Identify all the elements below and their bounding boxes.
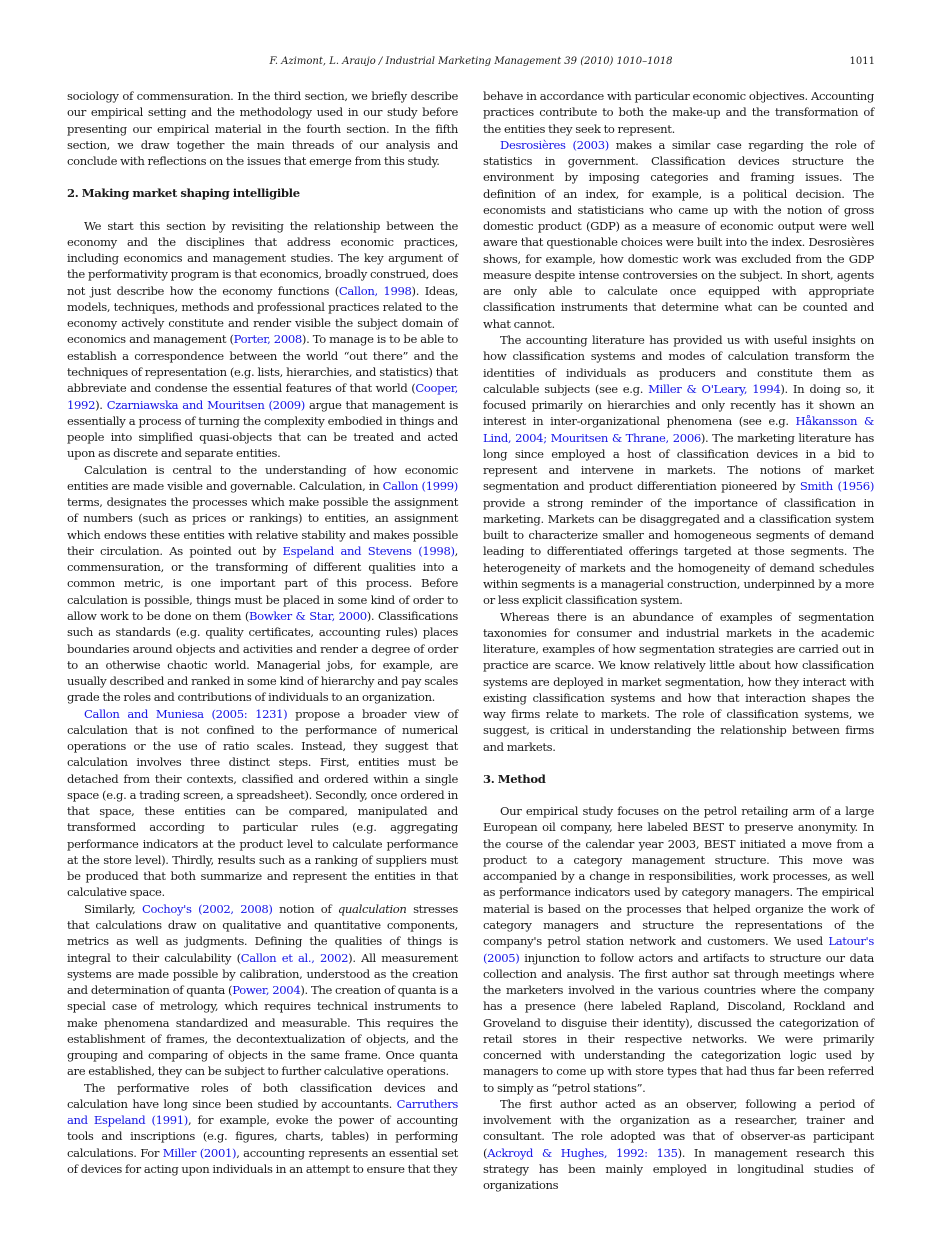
right-column	[483, 88, 874, 1194]
paragraph: The accounting literature has provided us with useful insights on how classification systems and modes of calculation transform the identities of individuals as producers and constitute them as calculable subjects (see e.g. Miller & O'Leary, 1994). In doing so, it focused primarily on hierarchies and only recently has it shown an interest in inter-organizational phenomena (see e.g. Håkansson & Lind, 2004; Mouritsen & Thrane, 2006). The marketing literature has long since employed a host of classification devices in a bid to represent and intervene in markets. The notions of market segmentation and product differentiation pioneered by Smith (1956) provide a strong reminder of the importance of classification in marketing. Markets can be disaggregated and a classification system built to characterize smaller and homogeneous segments of demand leading to differentiated offerings targeted at those segments. The heterogeneity of markets and the homogeneity of demand schedules within segments is a managerial construction, underpinned by a more or less explicit classification system.	[483, 332, 874, 608]
citation-link[interactable]: Callon et al., 2002	[240, 950, 349, 965]
citation-link[interactable]: Czarniawska and Mouritsen (2009)	[106, 397, 305, 412]
paragraph: sociology of commensuration. In the third section, we briefly describe our empirical setting and the methodology used in our study before presenting our empirical material in the fourth section. In the fifth section, we draw together the main threads of our analysis and conclude with reflections on the issues that emerge from this study.	[67, 89, 458, 169]
citation-link[interactable]: Cooper, 1992	[67, 381, 458, 412]
paragraph: Callon and Muniesa (2005: 1231) propose a broader view of calculation that is not confined to the performance of numerical operations or the use of ratio scales. Instead, they suggest that calculation involves three distinct steps. First, entities must be detached from their contexts, classified and ordered within a single space (e.g. a trading screen, a spreadsheet). Secondly, once ordered in that space, these entities can be compared, manipulated and transformed according to particular rules (e.g. aggregating performance indicators at the product level to calculate performance at the store level). Thirdly, results such as a ranking of suppliers must be produced that both summarize and represent the entities in that calculative space.	[67, 706, 458, 900]
paragraph: Similarly, Cochoy's (2002, 2008) notion of qualculation stresses that calculations draw on qualitative and quantitative components, metrics as well as judgments. Defining the qualities of things is integral to their calculability (Callon et al., 2002). All measurement systems are made possible by calibration, understood as the creation and determination of quanta (Power, 2004). The creation of quanta is a special case of metrology, which requires technical instruments to make phenomena standardized and measurable. This requires the establishment of frames, the decontextualization of objects, and the grouping and comparing of objects in the same frame. Once quanta are established, they can be subject to further calculative operations.	[67, 901, 458, 1079]
citation-link[interactable]: Carruthers and Espeland (1991)	[67, 1096, 458, 1128]
paragraph: behave in accordance with particular economic objectives. Accounting practices contribute to both the make-up and the transformation of the entities they seek to represent.	[483, 89, 874, 136]
citation-link[interactable]: Ackroyd & Hughes, 1992: 135	[487, 1145, 678, 1160]
paragraph: The first author acted as an observer, following a period of involvement with the organization as a researcher, trainer and consultant. The role adopted was that of observer-as participant (Ackroyd & Hughes, 1992: 135). In management research this strategy has been mainly employed in longitudinal studies of organizations	[483, 1096, 874, 1193]
citation-link[interactable]: Porter, 2008	[233, 332, 302, 347]
paragraph: Desrosières (2003) makes a similar case regarding the role of statistics in government. Classification devices structure the environment by imposing categories and framing issues. The definition of an index, for example, is a political decision. The economists and statisticians who came up with the notion of gross domestic product (GDP) as a measure of economic output were well aware that questionable choices were built into the index. Desrosières shows, for example, how domestic work was excluded from the GDP measure despite intense controversies on the subject. In short, agents are only able to calculate once equipped with appropriate classification instruments that determine what can be counted and what cannot.	[483, 137, 875, 331]
paragraph: Whereas there is an abundance of examples of segmentation taxonomies for consumer and industrial markets in the academic literature, examples of how segmentation strategies are carried out in practice are scarce. We know relatively little about how classification systems are deployed in market segmentation, how they interact with existing classification systems and how that interaction shapes the way firms relate to markets. The role of classification systems, we suggest, is critical in understanding the relationship between firms and markets.	[483, 609, 874, 754]
running-title: F. Azimont, L. Araujo / Industrial Marketing Management 39 (2010) 1010–1018	[269, 56, 673, 67]
paragraph: Calculation is central to the understanding of how economic entities are made visible and governable. Calculation, in Callon (1999) terms, designates the processes which make possible the assignment of numbers (such as prices or rankings) to entities, an assignment which endows these entities with relative stability and makes possible their circulation. As pointed out by Espeland and Stevens (1998), commensuration, or the transforming of different qualities into a common metric, is one important part of this process. Before calculation is possible, things must be placed in some kind of order to allow work to be done on them (Bowker & Star, 2000). Classifications such as standards (e.g. quality certificates, accounting rules) places boundaries around objects and activities and render a degree of order to an otherwise chaotic world. Managerial jobs, for example, are usually described and ranked in some kind of hierarchy and pay scales grade the roles and contributions of individuals to an organization.	[67, 462, 459, 705]
citation-link[interactable]: Latour's (2005)	[483, 934, 874, 965]
citation-link[interactable]: Power, 2004	[232, 983, 301, 998]
paragraph: Our empirical study focuses on the petrol retailing arm of a large European oil company, here labeled BEST to preserve anonymity. In the course of the calendar year 2003, BEST initiated a move from a product to a category management structure. This move was accompanied by a change in responsibilities, work processes, as well as performance indicators used by category managers. The empirical material is based on the processes that helped organize the work of category managers and structure the representations of the company's petrol station network and customers. We used Latour's (2005) injunction to follow actors and artifacts to structure our data collection and analysis. The first author sat through meetings where the marketers involved in the various countries where the company has a presence (here labeled Rapland, Discoland, Rockland and Groveland to disguise their identity), discussed the categorization of retail stores in their respective networks. We were primarily concerned with understanding the categorization logic used by managers to come up with store types that had thus far been referred to simply as “petrol stations”.	[483, 804, 874, 1095]
citation-link[interactable]: Cochoy's (2002, 2008)	[141, 901, 273, 916]
citation-link[interactable]: Håkansson & Lind, 2004; Mouritsen & Thrane, 2006	[483, 414, 874, 445]
citation-link[interactable]: Bowker & Star, 2000	[249, 608, 367, 623]
running-header	[67, 56, 875, 72]
paragraph: The performative roles of both classification devices and calculation have long since been studied by accountants. Carruthers and Espeland (1991), for example, evoke the power of accounting tools and inscriptions (e.g. figures, charts, tables) in performing calculations. For Miller (2001), accounting represents an essential set of devices for acting upon individuals in an attempt to ensure that they	[67, 1080, 458, 1176]
section-heading: 3. Method	[483, 771, 546, 786]
citation-link[interactable]: Miller & O'Leary, 1994	[648, 381, 781, 396]
citation-link[interactable]: Callon (1999)	[382, 478, 458, 493]
citation-link[interactable]: Miller (2001)	[162, 1145, 237, 1160]
left-column	[67, 88, 458, 1177]
page-number: 1011	[849, 56, 875, 67]
section-heading: 2. Making market shaping intelligible	[67, 186, 300, 201]
citation-link[interactable]: Callon and Muniesa (2005: 1231)	[84, 706, 288, 721]
italic-term: qualculation	[337, 901, 407, 916]
paragraph: We start this section by revisiting the relationship between the economy and the disciplines that address economic practices, including economics and management studies. The key argument of the performativity program is that economics, broadly construed, does not just describe how the economy functions (Callon, 1998). Ideas, models, techniques, methods and professional practices related to the economy actively constitute and render visible the subject domain of economics and management (Porter, 2008). To manage is to be able to establish a correspondence between the world “out there” and the techniques of representation (e.g. lists, hierarchies, and statistics) that abbreviate and condense the essential features of that world (Cooper, 1992). Czarniawska and Mouritsen (2009) argue that management is essentially a process of turning the complexity embodied in things and people into simplified quasi-objects that can be treated and acted upon as discrete and separate entities.	[67, 218, 459, 461]
citation-link[interactable]: Smith (1956)	[799, 479, 874, 494]
citation-link[interactable]: Callon, 1998	[338, 283, 412, 298]
citation-link[interactable]: Desrosières (2003)	[500, 137, 609, 152]
citation-link[interactable]: Espeland and Stevens (1998)	[282, 543, 455, 558]
